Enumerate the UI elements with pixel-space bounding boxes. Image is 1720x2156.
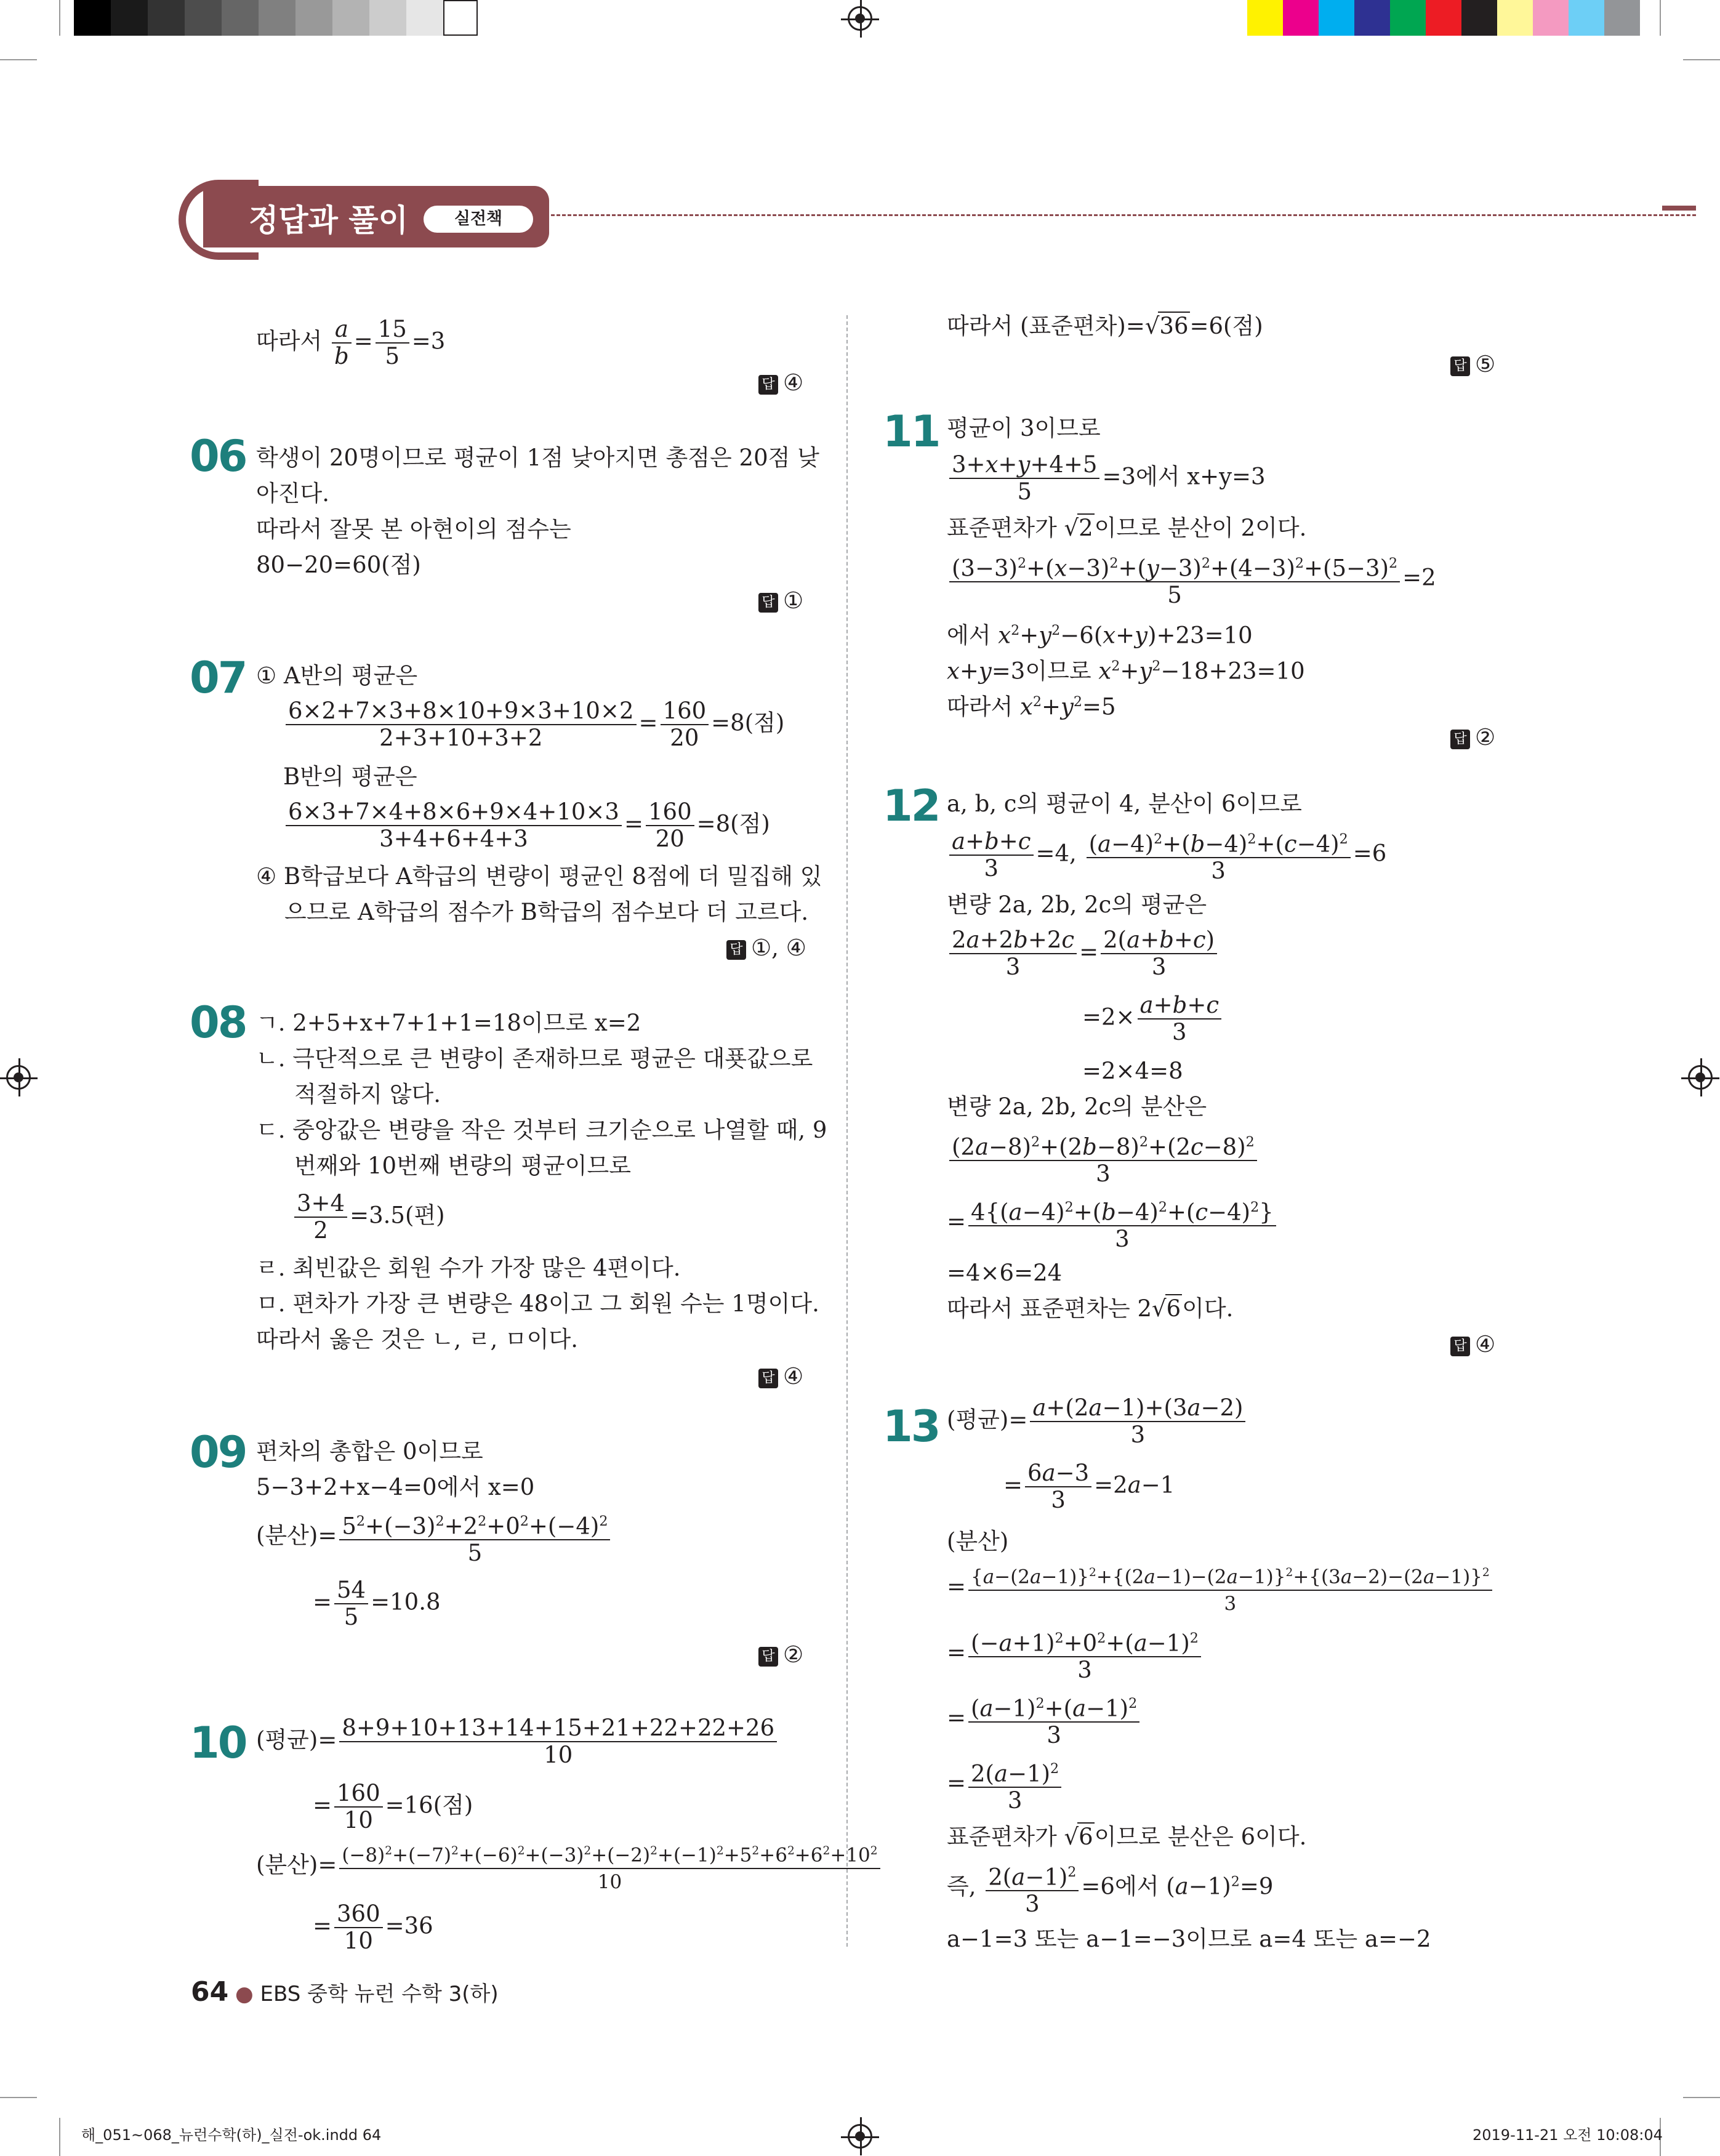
q07-class-a-mean: $\frac{6\times 2+7\times 3+8\times 10+9\times 3+10\times 2}{2+3+10+3+2}$ = $\frac{160}{20}$ =8(점) xyxy=(283,698,784,751)
question-number: 13 xyxy=(883,1401,939,1452)
answer-icon: 답 xyxy=(1450,730,1470,749)
q12-line: 따라서 표준편차는 2√6이다. xyxy=(947,1295,1234,1322)
q07-line: ④ B학급보다 A학급의 변량이 평균인 8점에 더 밀집해 있 xyxy=(256,863,822,890)
q13-variance-step: = $\frac{(a-1)^2+(a-1)^2}{3}$ xyxy=(947,1691,1142,1748)
q05-answer: 답 ④ xyxy=(758,369,803,396)
registration-mark-left xyxy=(6,1065,31,1090)
q13-mean-formula: (평균)= $\frac{a+(2a-1)+(3a-2)}{3}$ xyxy=(947,1395,1248,1448)
q08-line: 번째와 10번째 변량의 평균이므로 xyxy=(294,1152,632,1179)
q07-line: B반의 평균은 xyxy=(283,763,417,790)
crop-mark xyxy=(1660,0,1661,36)
header-dashed-rule xyxy=(551,214,1696,216)
header-rule-end xyxy=(1662,206,1696,211)
q05-conclusion: 따라서 $\frac{a}{b}$ = $\frac{15}{5}$ =3 xyxy=(256,316,446,369)
q13-equation: 즉, $\frac{2(a-1)^2}{3}$ =6에서 $(a-1)^2=9$ xyxy=(947,1859,1273,1917)
question-number: 07 xyxy=(190,653,246,703)
column-separator xyxy=(846,315,848,1947)
crop-mark xyxy=(0,2097,37,2098)
q11-variance-formula: $\frac{(3-3)^2+(x-3)^2+(y-3)^2+(4-3)^2+(5-3)^2}{5}$ =2 xyxy=(947,550,1436,608)
q12-mean-step: $\frac{2a+2b+2c}{3}$ = $\frac{2(a+b+c)}{3}$ xyxy=(947,927,1220,980)
q13-mean-result: = $\frac{6a-3}{3}$ =2a−1 xyxy=(1003,1460,1175,1513)
q08-line: ㄴ. 극단적으로 큰 변량이 존재하므로 평균은 대푯값으로 xyxy=(256,1045,813,1072)
q11-line: 평균이 3이므로 xyxy=(947,415,1101,441)
q13-line: 표준편차가 √6이므로 분산은 6이다. xyxy=(947,1824,1307,1850)
registration-mark-top xyxy=(848,6,872,31)
question-number: 09 xyxy=(190,1427,246,1478)
q11-line: 표준편차가 √2이므로 분산이 2이다. xyxy=(947,515,1307,541)
q07-answer: 답 ①, ④ xyxy=(726,935,806,961)
q11-step: 따라서 $x^2+y^2=5$ xyxy=(947,693,1116,720)
page-footer xyxy=(191,1976,499,2008)
q12-line: 변량 2a, 2b, 2c의 분산은 xyxy=(947,1093,1207,1120)
slug-file: 해_051~068_뉴런수학(하)_실전-ok.indd 64 xyxy=(81,2126,382,2144)
answer-icon: 답 xyxy=(726,940,746,960)
question-number: 10 xyxy=(190,1718,246,1768)
q10-variance-result: = $\frac{360}{10}$ =36 xyxy=(313,1901,433,1954)
q08-answer: 답 ④ xyxy=(758,1363,803,1390)
bullet: ● xyxy=(235,1982,254,2006)
page-title: 정답과 풀이 xyxy=(249,203,408,238)
q09-answer: 답 ② xyxy=(758,1641,803,1668)
q11-mean-formula: $\frac{3+x+y+4+5}{5}$ =3에서 x+y=3 xyxy=(947,452,1266,505)
q12-line: 변량 2a, 2b, 2c의 평균은 xyxy=(947,891,1207,918)
q06-answer: 답 ① xyxy=(758,587,803,614)
crop-mark xyxy=(0,59,37,60)
q06-line: 80−20=60(점) xyxy=(256,552,421,578)
q08-line: ㄱ. 2+5+x+7+1+1=18이므로 x=2 xyxy=(256,1010,641,1036)
crop-mark xyxy=(1683,59,1720,60)
question-number: 06 xyxy=(190,431,246,481)
q11-answer: 답 ② xyxy=(1450,724,1495,750)
q13-line: (분산) xyxy=(947,1528,1009,1555)
question-number: 12 xyxy=(883,781,939,831)
answer-icon: 답 xyxy=(758,375,778,395)
q09-variance-result: = $\frac{54}{5}$ =10.8 xyxy=(313,1577,441,1630)
q11-step: x+y=3이므로 $x^2+y^2-18+23=10$ xyxy=(947,658,1305,685)
q13-variance-step: = $\frac{(-a+1)^2+0^2+(a-1)^2}{3}$ xyxy=(947,1625,1204,1683)
answer-icon: 답 xyxy=(1450,1337,1470,1356)
q09-variance-formula: (분산)= $\frac{5^2+(-3)^2+2^2+0^2+(-4)^2}{5}$ xyxy=(256,1508,613,1566)
q06-line: 학생이 20명이므로 평균이 1점 낮아지면 총점은 20점 낮 xyxy=(256,444,819,471)
q08-line: ㄷ. 중앙값은 변량을 작은 것부터 크기순으로 나열할 때, 9 xyxy=(256,1117,827,1143)
slug-timestamp: 2019-11-21 오전 10:08:04 xyxy=(1473,2126,1663,2144)
crop-mark xyxy=(1683,2097,1720,2098)
q08-line: 따라서 옳은 것은 ㄴ, ㄹ, ㅁ이다. xyxy=(256,1326,578,1353)
crop-mark xyxy=(59,2118,60,2156)
q11-step: 에서 $x^2+y^2-6(x+y)+23=10$ xyxy=(947,622,1253,649)
q12-mean-step: =2× $\frac{a+b+c}{3}$ xyxy=(1082,992,1224,1045)
q12-answer: 답 ④ xyxy=(1450,1331,1495,1358)
answer-icon: 답 xyxy=(758,1647,778,1667)
q13-variance-step: = $\frac{\{a-(2a-1)\}^2+\{(2a-1)-(2a-1)\}^2+\{(3a-2)-(2a-1)\}^2}{3}$ xyxy=(947,1560,1495,1617)
q06-line: 아진다. xyxy=(256,480,329,507)
answer-icon: 답 xyxy=(1450,356,1470,376)
q12-line: =2×4=8 xyxy=(1082,1058,1183,1084)
q13-line: a−1=3 또는 a−1=−3이므로 a=4 또는 a=−2 xyxy=(947,1926,1431,1952)
q08-line: 적절하지 않다. xyxy=(294,1081,441,1108)
q07-line: ① A반의 평균은 xyxy=(256,662,418,689)
question-number: 11 xyxy=(883,406,939,457)
registration-mark-bottom xyxy=(848,2124,872,2149)
crop-mark xyxy=(59,0,60,36)
answer-icon: 답 xyxy=(758,593,778,613)
registration-mark-right xyxy=(1688,1065,1713,1090)
q09-line: 5−3+2+x−4=0에서 x=0 xyxy=(256,1474,535,1500)
q06-line: 따라서 잘못 본 아현이의 점수는 xyxy=(256,516,571,542)
q10-mean-result: = $\frac{160}{10}$ =16(점) xyxy=(313,1780,473,1833)
q10-mean-formula: (평균)= $\frac{8+9+10+13+14+15+21+22+22+26}{10}$ xyxy=(256,1715,779,1768)
q08-median-formula: $\frac{3+4}{2}$ =3.5(편) xyxy=(292,1191,445,1244)
q08-line: ㄹ. 최빈값은 회원 수가 가장 많은 4편이다. xyxy=(256,1255,681,1281)
q08-line: ㅁ. 편차가 가장 큰 변량은 48이고 그 회원 수는 1명이다. xyxy=(256,1290,819,1317)
question-number: 08 xyxy=(190,997,246,1048)
section-badge: 실전책 xyxy=(424,206,533,233)
q12-variance-step: $\frac{(2a-8)^2+(2b-8)^2+(2c-8)^2}{3}$ xyxy=(947,1129,1260,1187)
q12-given: $\frac{a+b+c}{3}$ =4, $\frac{(a-4)^2+(b-4)^2+(c-4)^2}{3}$ =6 xyxy=(947,826,1386,884)
page-number: 64 xyxy=(191,1976,229,2008)
q10-variance-formula: (분산)= $\frac{(-8)^2+(-7)^2+(-6)^2+(-3)^2+(-2)^2+(-1)^2+5^2+6^2+6^2+10^2}{10}$ xyxy=(256,1838,883,1895)
q07-line: 으므로 A학급의 점수가 B학급의 점수보다 더 고르다. xyxy=(284,899,809,925)
q09-line: 편차의 총합은 0이므로 xyxy=(256,1438,483,1465)
q12-variance-step: = $\frac{4\{(a-4)^2+(b-4)^2+(c-4)^2\}}{3}$ xyxy=(947,1194,1279,1252)
q12-line: a, b, c의 평균이 4, 분산이 6이므로 xyxy=(947,790,1302,817)
q07-class-b-mean: $\frac{6\times 3+7\times 4+8\times 6+9\times 4+10\times 3}{3+4+6+4+3}$ = $\frac{160}{20}$ =8(점) xyxy=(283,799,770,852)
answer-icon: 답 xyxy=(758,1369,778,1388)
q13-variance-step: = $\frac{2(a-1)^2}{3}$ xyxy=(947,1756,1064,1814)
book-title: EBS 중학 뉴런 수학 3(하) xyxy=(260,1982,499,2006)
q10-std-dev: 따라서 (표준편차)=√36=6(점) xyxy=(947,313,1263,339)
q12-line: =4×6=24 xyxy=(947,1260,1063,1286)
q10-answer: 답 ⑤ xyxy=(1450,351,1495,377)
